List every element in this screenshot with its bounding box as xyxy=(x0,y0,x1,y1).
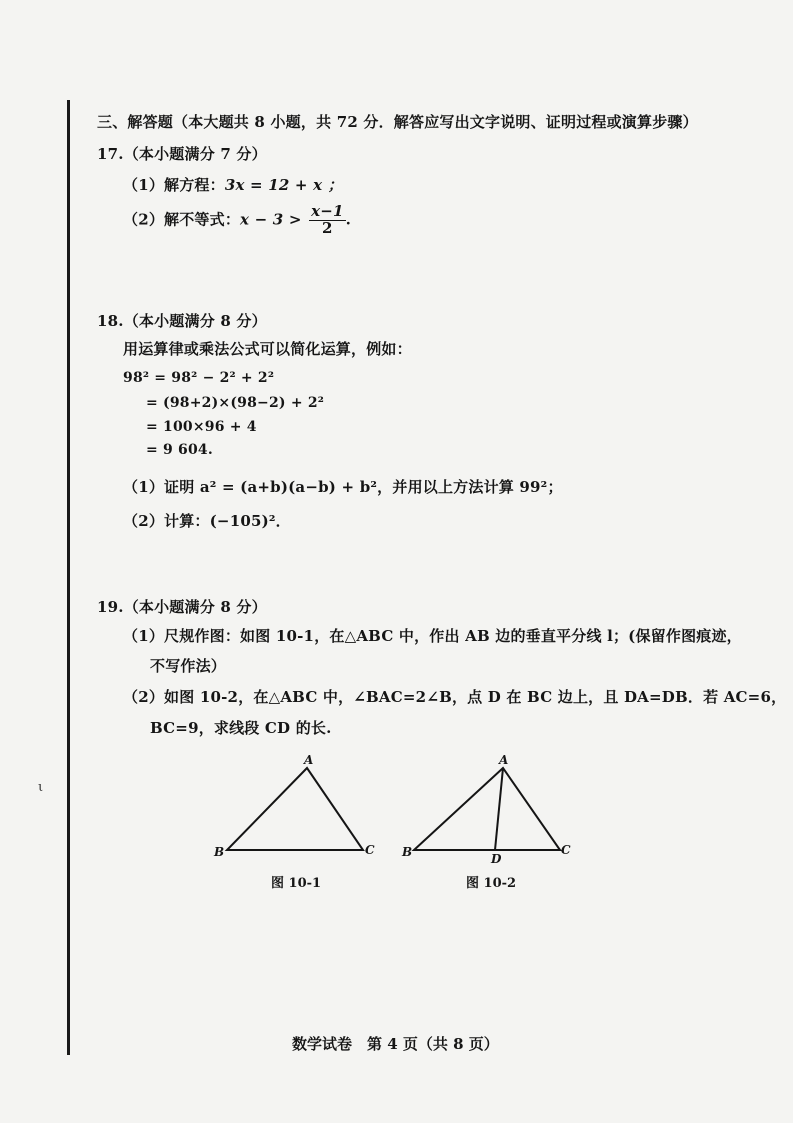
q18-example-line-2: = (98+2)×(98−2) + 2² xyxy=(146,395,325,411)
q17-part2-lhs: x − 3 > xyxy=(240,210,302,229)
page-footer: 数学试卷 第 4 页（共 8 页） xyxy=(292,1035,499,1053)
q17-part1-label: （1）解方程： xyxy=(123,176,225,194)
q19-part2-line2: BC=9，求线段 CD 的长. xyxy=(150,719,332,737)
triangle-abc xyxy=(227,768,363,850)
q17-part2-end: . xyxy=(345,210,352,229)
q17-part2 xyxy=(123,204,351,237)
figure-10-2 xyxy=(400,750,580,865)
fig1-label-c: C xyxy=(365,843,375,857)
fig2-label-c: C xyxy=(561,843,571,857)
fig1-label-b: B xyxy=(214,845,225,859)
q18-part1: （1）证明 a² = (a+b)(a−b) + b²，并用以上方法计算 99²； xyxy=(123,478,563,496)
q19-title: 19.（本小题满分 8 分） xyxy=(97,598,267,616)
q17-title: 17.（本小题满分 7 分） xyxy=(97,145,267,163)
q17-part2-label: （2）解不等式： xyxy=(123,210,241,229)
fig1-label-a: A xyxy=(304,753,314,767)
triangle-abc xyxy=(414,768,560,850)
q18-example-line-1: 98² = 98² − 2² + 2² xyxy=(123,370,275,386)
q17-fraction-denominator: 2 xyxy=(322,218,333,237)
q18-title: 18.（本小题满分 8 分） xyxy=(97,312,267,330)
q19-part1-line2: 不写作法） xyxy=(150,657,227,675)
q19-part2-line1: （2）如图 10-2，在△ABC 中，∠BAC=2∠B，点 D 在 BC 边上，且 DA=DB．若 AC=6， xyxy=(123,688,787,706)
figure-10-1 xyxy=(205,750,385,865)
figure-10-2-caption: 图 10-2 xyxy=(466,876,517,891)
section-header: 三、解答题（本大题共 8 小题，共 72 分．解答应写出文字说明、证明过程或演算步骤） xyxy=(97,113,698,131)
q18-example-line-4: = 9 604. xyxy=(146,442,213,458)
fig2-label-d: D xyxy=(491,852,502,866)
q17-fraction-numerator: x−1 xyxy=(311,202,344,220)
figure-10-1-caption: 图 10-1 xyxy=(271,876,322,891)
margin-line xyxy=(67,100,70,1055)
q18-part2: （2）计算：(−105)²． xyxy=(123,512,291,530)
fig2-label-b: B xyxy=(402,845,413,859)
q17-fraction xyxy=(309,204,346,237)
q17-part1 xyxy=(123,174,343,195)
q17-part1-expr: 3x = 12 + x ； xyxy=(224,176,343,194)
q18-example-line-3: = 100×96 + 4 xyxy=(146,419,257,435)
q18-intro: 用运算律或乘法公式可以简化运算，例如： xyxy=(123,340,412,358)
segment-ad xyxy=(495,768,503,850)
fig2-label-a: A xyxy=(499,753,509,767)
q19-part1-line1: （1）尺规作图：如图 10-1，在△ABC 中，作出 AB 边的垂直平分线 l；(保留作图痕迹， xyxy=(123,627,742,645)
stray-mark: ι xyxy=(38,780,44,795)
